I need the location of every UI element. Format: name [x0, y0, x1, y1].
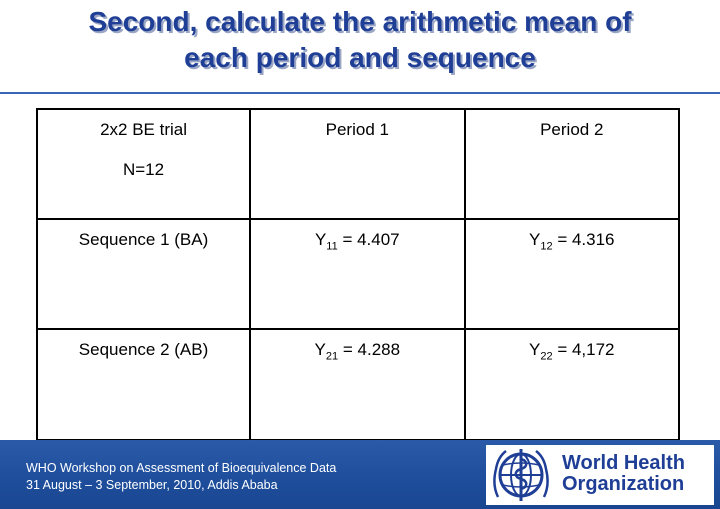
period-2-label: Period 2	[540, 120, 604, 139]
workshop-name: WHO Workshop on Assessment of Bioequivalence Data	[26, 461, 337, 475]
mean-y22-value: = 4,172	[552, 340, 615, 359]
table-row	[37, 329, 679, 440]
who-emblem-icon	[488, 445, 554, 505]
mean-y21-subscript: 21	[325, 350, 339, 363]
title-divider	[0, 92, 720, 94]
sequence-1-cell	[37, 219, 250, 329]
sequence-2-cell	[37, 329, 250, 440]
mean-y21-cell	[250, 329, 464, 440]
workshop-dates-location: 31 August – 3 September, 2010, Addis Ababa	[26, 478, 278, 492]
mean-y22-subscript: 22	[540, 350, 553, 363]
header-period-2-cell	[465, 109, 679, 219]
slide-title	[0, 4, 720, 76]
who-wordmark-line-1: World Health	[562, 452, 685, 474]
mean-y11-cell	[250, 219, 464, 329]
mean-y12-subscript: 12	[540, 240, 553, 253]
who-wordmark-line-2: Organization	[562, 473, 685, 495]
mean-y11-value: = 4.407	[337, 230, 400, 249]
trial-label: 2x2 BE trial	[100, 120, 187, 139]
means-table	[36, 108, 680, 441]
sequence-1-label: Sequence 1 (BA)	[78, 230, 209, 249]
table-row	[37, 219, 679, 329]
sequence-2-label: Sequence 2 (AB)	[78, 340, 209, 359]
slide-title-line-2: each period and sequence	[184, 42, 536, 73]
mean-y11-symbol: Y	[314, 230, 327, 249]
mean-y22-symbol: Y	[529, 340, 541, 359]
table-header-row	[37, 109, 679, 219]
mean-y22-cell	[465, 329, 679, 440]
mean-y21-value: = 4.288	[338, 340, 401, 359]
mean-y11-subscript: 11	[326, 240, 338, 253]
period-1-label: Period 1	[325, 120, 389, 139]
slide-title-line-1: Second, calculate the arithmetic mean of	[88, 6, 632, 37]
who-logo	[486, 445, 714, 505]
header-trial-cell	[37, 109, 250, 219]
mean-y21-symbol: Y	[314, 340, 326, 359]
footer-bar	[0, 440, 720, 509]
mean-y12-symbol: Y	[529, 230, 541, 249]
sample-size-label: N=12	[122, 160, 165, 179]
mean-y12-value: = 4.316	[552, 230, 615, 249]
footer-text	[26, 460, 336, 494]
who-wordmark	[562, 453, 685, 495]
mean-y12-cell	[465, 219, 679, 329]
header-period-1-cell	[250, 109, 464, 219]
